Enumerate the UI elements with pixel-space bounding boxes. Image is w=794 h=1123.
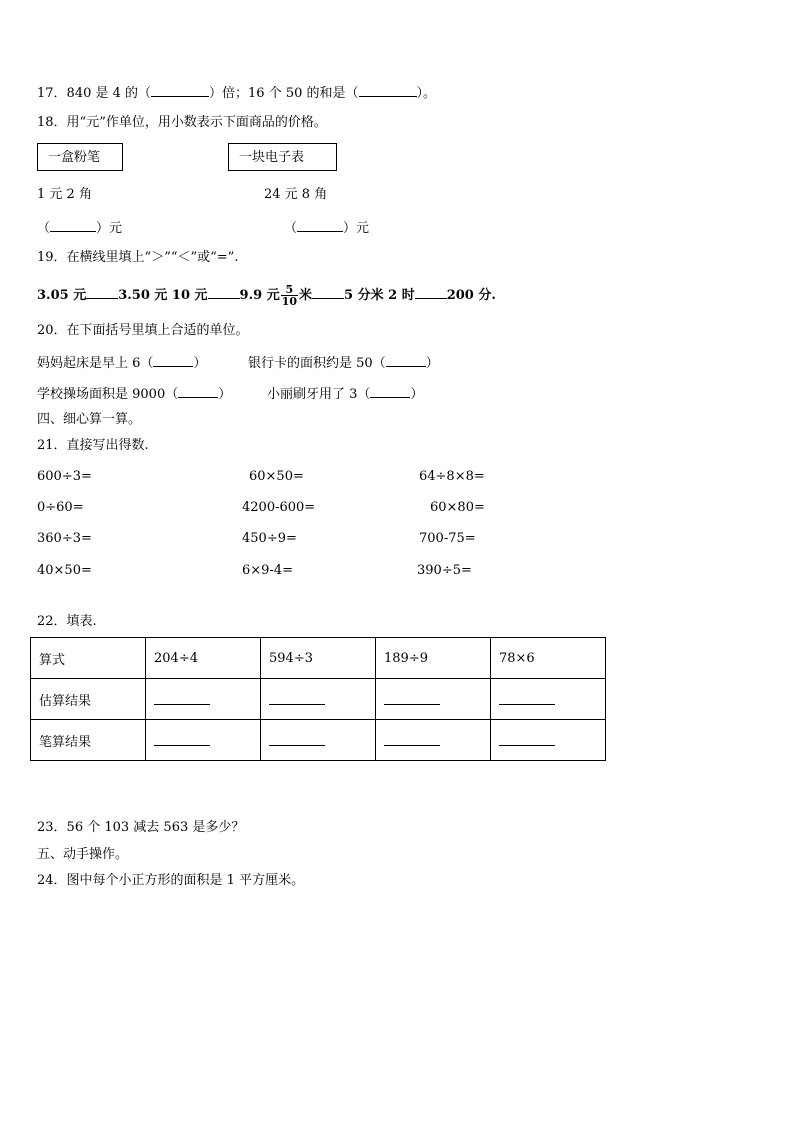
answer-blank[interactable] xyxy=(153,353,193,367)
answer-blank[interactable] xyxy=(154,690,210,705)
table-header-cell: 78×6 xyxy=(491,638,606,679)
answer-blank[interactable] xyxy=(384,731,440,746)
answer-blank[interactable] xyxy=(269,731,325,746)
calc-item: 0÷60= xyxy=(37,500,84,515)
calc-item: 450÷9= xyxy=(242,531,297,546)
table-row xyxy=(31,679,606,720)
table-cell xyxy=(146,720,261,761)
calc-item: 360÷3= xyxy=(37,531,92,546)
table-cell xyxy=(491,679,606,720)
answer-blank[interactable] xyxy=(312,285,344,299)
answer-blank[interactable] xyxy=(178,384,218,398)
table-row xyxy=(31,720,606,761)
answer-line: （ ）元 xyxy=(284,218,369,238)
unit-item: 小丽刷牙用了 3（ ） xyxy=(267,384,423,404)
calc-item: 64÷8×8= xyxy=(419,469,485,484)
table-cell xyxy=(261,679,376,720)
answer-blank[interactable] xyxy=(499,690,555,705)
calc-item: 60×50= xyxy=(249,469,304,484)
calc-item: 600÷3= xyxy=(37,469,92,484)
answer-blank[interactable] xyxy=(370,384,410,398)
answer-blank[interactable] xyxy=(208,285,240,299)
answer-blank[interactable] xyxy=(269,690,325,705)
section-heading: 四、细心算一算。 xyxy=(37,412,142,427)
calc-item: 40×50= xyxy=(37,563,92,578)
answer-blank[interactable] xyxy=(86,285,118,299)
product-box-watch: 一块电子表 xyxy=(228,143,337,171)
price-label: 24 元 8 角 xyxy=(264,187,328,202)
fill-table xyxy=(30,637,606,761)
table-header-cell: 594÷3 xyxy=(261,638,376,679)
question-22: 22．填表. xyxy=(37,614,97,629)
table-header-row xyxy=(31,638,606,679)
question-21: 21．直接写出得数. xyxy=(37,438,149,453)
question-20: 20．在下面括号里填上合适的单位。 xyxy=(37,323,249,338)
table-cell xyxy=(376,679,491,720)
table-header-cell: 189÷9 xyxy=(376,638,491,679)
table-header-cell: 204÷4 xyxy=(146,638,261,679)
calc-item: 700-75= xyxy=(419,531,476,546)
answer-blank[interactable] xyxy=(154,731,210,746)
calc-item: 60×80= xyxy=(430,500,485,515)
answer-blank[interactable] xyxy=(499,731,555,746)
table-cell xyxy=(376,720,491,761)
table-cell xyxy=(491,720,606,761)
answer-blank[interactable] xyxy=(50,218,96,232)
compare-row: 3.05 元 3.50 元 10 元 9.9 元 $\frac{5}{10}$ 米 5 分米 2 时 200 分. xyxy=(37,283,496,308)
table-cell xyxy=(146,679,261,720)
calc-item: 390÷5= xyxy=(417,563,472,578)
row-label: 估算结果 xyxy=(31,679,146,720)
unit-item: 银行卡的面积约是 50（ ） xyxy=(248,353,439,373)
answer-blank[interactable] xyxy=(297,218,343,232)
unit-item: 妈妈起床是早上 6（ ） xyxy=(37,353,206,373)
row-label: 笔算结果 xyxy=(31,720,146,761)
table-header-cell: 算式 xyxy=(31,638,146,679)
question-19: 19．在横线里填上“＞”“＜”或“=”. xyxy=(37,250,239,265)
fraction: $\frac{5}{10}$ xyxy=(281,283,298,308)
unit-item: 学校操场面积是 9000（ ） xyxy=(37,384,231,404)
answer-line: （ ）元 xyxy=(37,218,122,238)
table-cell xyxy=(261,720,376,761)
answer-blank[interactable] xyxy=(386,353,426,367)
product-box-chalk: 一盒粉笔 xyxy=(37,143,123,171)
question-18: 18．用“元”作单位，用小数表示下面商品的价格。 xyxy=(37,115,327,130)
section-heading: 五、动手操作。 xyxy=(37,847,129,862)
question-24: 24．图中每个小正方形的面积是 1 平方厘米。 xyxy=(37,873,305,888)
price-label: 1 元 2 角 xyxy=(37,187,92,202)
answer-blank[interactable] xyxy=(151,83,209,97)
calc-item: 6×9-4= xyxy=(242,563,293,578)
answer-blank[interactable] xyxy=(384,690,440,705)
question-17: 17．840 是 4 的（ ）倍；16 个 50 的和是（ ）。 xyxy=(37,83,436,103)
answer-blank[interactable] xyxy=(415,285,447,299)
calc-item: 4200-600= xyxy=(242,500,316,515)
question-23: 23．56 个 103 减去 563 是多少？ xyxy=(37,820,245,835)
answer-blank[interactable] xyxy=(359,83,417,97)
